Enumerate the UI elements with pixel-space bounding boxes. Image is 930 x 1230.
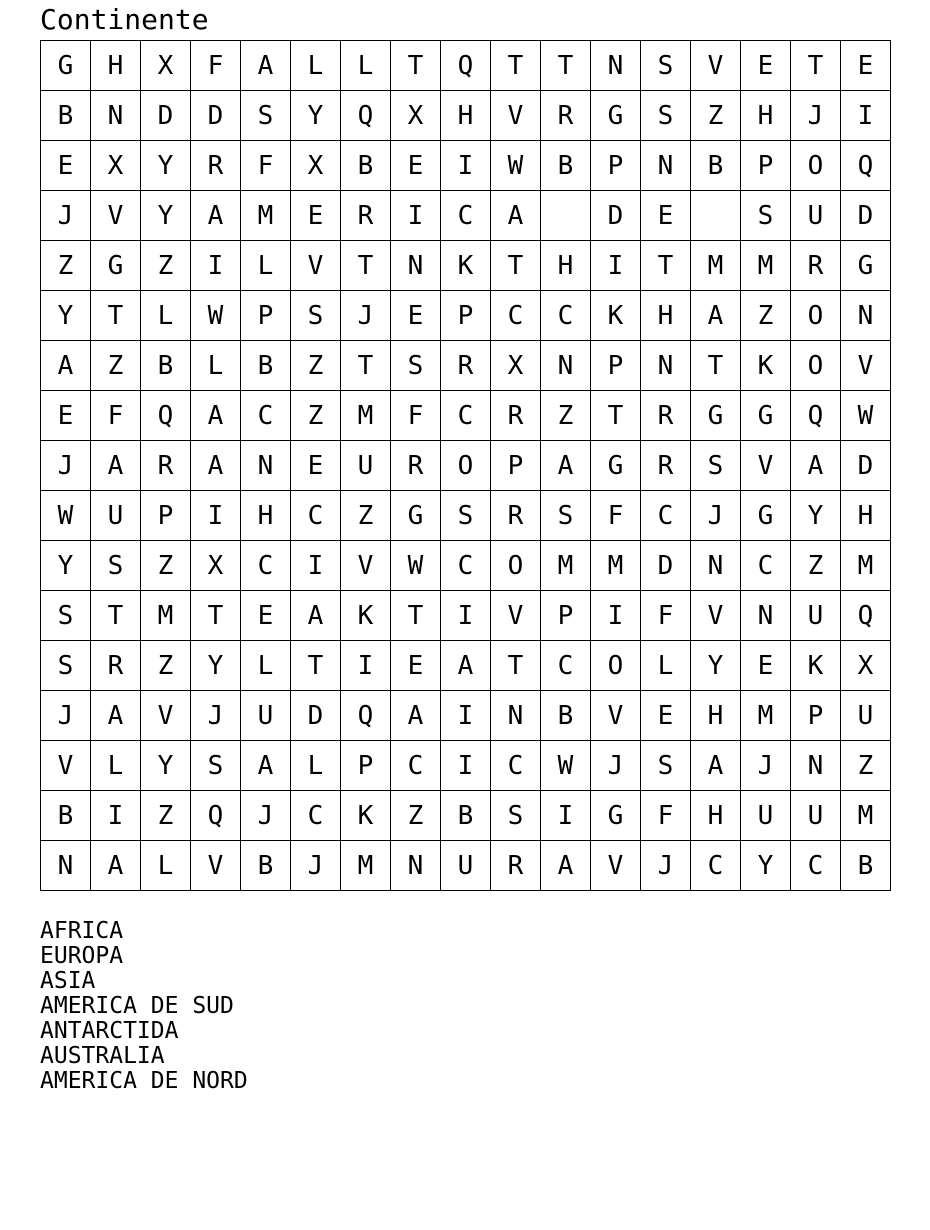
grid-cell[interactable]: N [741,591,791,641]
grid-cell[interactable]: W [41,491,91,541]
grid-cell[interactable]: M [841,791,891,841]
grid-cell[interactable]: S [491,791,541,841]
grid-cell[interactable]: P [741,141,791,191]
word-list-item: AUSTRALIA [40,1043,165,1069]
grid-cell[interactable]: U [841,691,891,741]
grid-cell[interactable]: V [491,91,541,141]
grid-cell[interactable]: V [191,841,241,891]
grid-cell[interactable]: P [341,741,391,791]
grid-cell[interactable]: N [791,741,841,791]
grid-cell[interactable]: O [791,141,841,191]
grid-cell[interactable]: V [341,541,391,591]
grid-cell[interactable]: H [241,491,291,541]
grid-cell[interactable]: A [241,741,291,791]
grid-cell[interactable]: R [791,241,841,291]
grid-cell[interactable]: D [641,541,691,591]
grid-cell[interactable]: Z [841,741,891,791]
grid-cell[interactable]: O [791,291,841,341]
grid-cell[interactable]: N [91,91,141,141]
grid-cell[interactable]: X [291,141,341,191]
grid-cell[interactable]: I [391,191,441,241]
grid-cell[interactable]: V [741,441,791,491]
grid-cell[interactable]: C [441,391,491,441]
grid-cell[interactable]: P [441,291,491,341]
grid-cell[interactable]: C [541,291,591,341]
grid-cell[interactable]: B [441,791,491,841]
grid-cell[interactable]: P [541,591,591,641]
grid-cell[interactable]: C [291,491,341,541]
grid-cell[interactable]: M [591,541,641,591]
grid-cell[interactable]: G [41,41,91,91]
grid-cell[interactable]: R [541,91,591,141]
grid-cell[interactable]: G [591,441,641,491]
grid-cell[interactable]: T [491,41,541,91]
grid-cell[interactable]: Q [791,391,841,441]
grid-cell[interactable]: I [441,141,491,191]
grid-cell[interactable]: B [541,141,591,191]
grid-cell[interactable]: L [291,41,341,91]
grid-cell[interactable]: K [741,341,791,391]
grid-cell[interactable]: J [341,291,391,341]
grid-cell[interactable]: L [341,41,391,91]
grid-cell[interactable]: I [441,741,491,791]
grid-cell[interactable]: B [691,141,741,191]
grid-cell[interactable]: D [141,91,191,141]
grid-cell[interactable]: A [91,841,141,891]
grid-cell[interactable]: M [741,241,791,291]
grid-cell[interactable]: B [341,141,391,191]
grid-cell[interactable]: W [841,391,891,441]
grid-cell[interactable]: T [341,341,391,391]
grid-cell[interactable]: Q [441,41,491,91]
grid-cell[interactable]: Z [41,241,91,291]
grid-cell[interactable]: D [841,191,891,241]
grid-cell[interactable]: W [191,291,241,341]
grid-cell[interactable]: C [491,291,541,341]
grid-cell[interactable]: A [791,441,841,491]
grid-cell[interactable]: E [241,591,291,641]
grid-cell[interactable]: E [41,391,91,441]
word-list-item: AFRICA [40,918,124,944]
grid-cell[interactable]: E [741,641,791,691]
grid-cell[interactable]: J [41,191,91,241]
grid-cell[interactable]: A [391,691,441,741]
grid-cell[interactable]: T [91,291,141,341]
grid-cell[interactable]: O [791,341,841,391]
grid-cell[interactable]: U [341,441,391,491]
grid-cell[interactable]: Q [191,791,241,841]
grid-cell[interactable]: J [291,841,341,891]
grid-cell[interactable]: P [241,291,291,341]
grid-cell[interactable]: K [441,241,491,291]
grid-cell[interactable]: A [91,441,141,491]
letter-grid [40,40,891,891]
grid-cell[interactable]: G [841,241,891,291]
grid-cell[interactable]: Y [141,141,191,191]
grid-cell[interactable]: R [491,841,541,891]
grid-cell[interactable]: W [541,741,591,791]
grid-cell[interactable]: U [441,841,491,891]
grid-cell[interactable]: M [141,591,191,641]
grid-cell[interactable]: C [291,791,341,841]
grid-cell[interactable]: B [41,791,91,841]
grid-cell[interactable]: S [291,291,341,341]
grid-cell[interactable]: T [491,241,541,291]
grid-cell[interactable]: D [191,91,241,141]
grid-cell[interactable]: V [41,741,91,791]
grid-cell[interactable]: Q [341,91,391,141]
grid-cell[interactable]: Z [141,791,191,841]
grid-cell[interactable]: R [441,341,491,391]
grid-cell[interactable]: L [291,741,341,791]
grid-cell[interactable]: P [591,341,641,391]
grid-cell[interactable]: V [491,591,541,641]
grid-cell[interactable]: L [141,291,191,341]
grid-cell[interactable]: R [391,441,441,491]
grid-cell[interactable]: T [541,41,591,91]
grid-cell[interactable]: T [641,241,691,291]
grid-cell[interactable]: H [841,491,891,541]
grid-cell[interactable]: I [441,591,491,641]
grid-cell[interactable] [691,191,741,241]
grid-cell[interactable]: I [591,591,641,641]
grid-cell[interactable]: Q [841,591,891,641]
grid-cell[interactable]: T [191,591,241,641]
grid-cell[interactable]: H [691,791,741,841]
grid-cell[interactable]: M [841,541,891,591]
grid-cell[interactable]: B [241,841,291,891]
grid-cell[interactable]: S [241,91,291,141]
grid-cell[interactable]: F [391,391,441,441]
grid-cell[interactable]: S [441,491,491,541]
grid-cell[interactable]: E [391,291,441,341]
grid-cell[interactable]: F [91,391,141,441]
grid-cell[interactable]: S [91,541,141,591]
word-list-item: ASIA [40,968,96,994]
grid-cell[interactable]: A [241,41,291,91]
grid-cell[interactable]: M [741,691,791,741]
grid-cell[interactable]: V [691,41,741,91]
grid-cell[interactable]: H [441,91,491,141]
grid-cell[interactable]: L [141,841,191,891]
word-list-item: ANTARCTIDA [40,1018,179,1044]
grid-cell[interactable]: L [91,741,141,791]
grid-cell[interactable]: H [91,41,141,91]
grid-cell[interactable]: I [591,241,641,291]
grid-cell[interactable]: R [91,641,141,691]
grid-cell[interactable]: Y [141,741,191,791]
grid-cell[interactable]: C [391,741,441,791]
word-list-item: EUROPA [40,943,124,969]
grid-cell[interactable]: E [391,141,441,191]
word-list-item: AMERICA DE NORD [40,1068,248,1094]
grid-cell[interactable]: X [191,541,241,591]
grid-cell[interactable]: J [241,791,291,841]
grid-cell[interactable]: U [791,791,841,841]
grid-cell[interactable]: Z [341,491,391,541]
grid-cell[interactable]: N [391,241,441,291]
grid-cell[interactable]: T [341,241,391,291]
grid-cell[interactable]: Y [741,841,791,891]
grid-cell[interactable]: E [391,641,441,691]
grid-cell[interactable]: E [741,41,791,91]
grid-cell[interactable]: K [591,291,641,341]
grid-cell[interactable]: E [291,191,341,241]
grid-cell[interactable]: Y [191,641,241,691]
grid-cell[interactable]: H [741,91,791,141]
grid-cell[interactable]: Z [141,241,191,291]
grid-cell[interactable]: F [241,141,291,191]
grid-cell[interactable]: P [141,491,191,541]
grid-cell[interactable]: T [391,591,441,641]
grid-cell[interactable]: T [591,391,641,441]
grid-cell[interactable]: R [341,191,391,241]
grid-cell[interactable]: C [741,541,791,591]
grid-cell[interactable]: L [641,641,691,691]
grid-cell[interactable]: G [741,491,791,541]
grid-cell[interactable]: V [591,841,641,891]
grid-cell[interactable]: N [391,841,441,891]
grid-cell[interactable]: Y [41,541,91,591]
grid-cell[interactable]: Z [691,91,741,141]
grid-cell[interactable]: C [491,741,541,791]
grid-cell[interactable]: X [91,141,141,191]
grid-cell[interactable]: E [641,191,691,241]
grid-cell[interactable]: S [641,741,691,791]
grid-cell[interactable]: G [741,391,791,441]
grid-cell[interactable]: M [691,241,741,291]
grid-cell[interactable]: C [541,641,591,691]
grid-cell[interactable]: A [41,341,91,391]
grid-cell[interactable]: U [791,191,841,241]
grid-cell[interactable]: X [491,341,541,391]
grid-cell[interactable]: Z [291,391,341,441]
grid-cell[interactable]: S [741,191,791,241]
grid-cell[interactable]: A [91,691,141,741]
grid-cell[interactable]: R [491,491,541,541]
grid-cell[interactable]: V [691,591,741,641]
grid-cell[interactable]: E [291,441,341,491]
grid-cell[interactable]: A [691,741,741,791]
grid-cell[interactable]: T [291,641,341,691]
grid-cell[interactable]: Y [41,291,91,341]
grid-cell[interactable]: N [241,441,291,491]
grid-cell[interactable]: Y [691,641,741,691]
grid-cell[interactable]: N [841,291,891,341]
grid-cell[interactable]: Z [291,341,341,391]
grid-cell[interactable]: U [91,491,141,541]
grid-cell[interactable]: V [841,341,891,391]
grid-cell[interactable]: B [41,91,91,141]
grid-cell[interactable]: T [491,641,541,691]
grid-cell[interactable]: P [591,141,641,191]
grid-cell[interactable]: P [791,691,841,741]
grid-cell[interactable]: S [541,491,591,541]
grid-cell[interactable]: N [691,541,741,591]
grid-cell[interactable]: E [641,691,691,741]
grid-cell[interactable]: O [591,641,641,691]
grid-cell[interactable]: X [841,641,891,691]
grid-cell[interactable]: O [491,541,541,591]
grid-cell[interactable]: H [641,291,691,341]
grid-cell[interactable]: A [191,441,241,491]
grid-cell[interactable]: F [591,491,641,541]
grid-cell[interactable]: I [91,791,141,841]
grid-cell[interactable]: F [191,41,241,91]
grid-cell[interactable]: I [541,791,591,841]
grid-cell[interactable]: D [841,441,891,491]
grid-cell[interactable]: D [291,691,341,741]
grid-cell[interactable]: J [741,741,791,791]
grid-cell[interactable]: C [441,541,491,591]
grid-cell[interactable]: S [41,591,91,641]
grid-cell[interactable]: Q [841,141,891,191]
grid-cell[interactable]: K [791,641,841,691]
grid-cell[interactable]: R [641,391,691,441]
grid-cell[interactable]: V [291,241,341,291]
grid-cell[interactable]: K [341,791,391,841]
grid-cell[interactable]: N [491,691,541,741]
grid-cell[interactable]: L [241,641,291,691]
grid-cell[interactable]: L [191,341,241,391]
grid-cell[interactable]: A [441,641,491,691]
grid-cell[interactable]: A [191,391,241,441]
grid-cell[interactable]: W [391,541,441,591]
grid-cell[interactable]: N [591,41,641,91]
grid-cell[interactable]: A [691,291,741,341]
grid-cell[interactable]: H [691,691,741,741]
grid-cell[interactable]: E [841,41,891,91]
grid-cell[interactable]: T [391,41,441,91]
grid-cell[interactable]: R [191,141,241,191]
grid-cell[interactable]: B [841,841,891,891]
grid-cell[interactable]: Z [391,791,441,841]
grid-cell[interactable]: B [541,691,591,741]
grid-cell[interactable]: V [591,691,641,741]
grid-cell[interactable]: C [241,541,291,591]
grid-cell[interactable]: S [641,41,691,91]
grid-cell[interactable]: D [591,191,641,241]
grid-cell[interactable]: Z [741,291,791,341]
grid-cell[interactable]: G [391,491,441,541]
grid-cell[interactable]: A [191,191,241,241]
grid-cell[interactable]: G [91,241,141,291]
grid-cell[interactable]: R [641,441,691,491]
grid-cell[interactable]: N [541,341,591,391]
grid-cell[interactable]: M [341,841,391,891]
grid-cell[interactable]: C [791,841,841,891]
grid-cell[interactable]: M [341,391,391,441]
grid-cell[interactable]: S [41,641,91,691]
word-list [40,919,248,1094]
grid-cell[interactable]: C [441,191,491,241]
grid-cell[interactable]: S [691,441,741,491]
grid-cell[interactable]: Q [141,391,191,441]
grid-cell[interactable]: Y [291,91,341,141]
grid-cell[interactable]: N [41,841,91,891]
grid-cell[interactable]: F [641,791,691,841]
grid-cell[interactable]: A [541,441,591,491]
grid-cell[interactable]: T [691,341,741,391]
grid-cell[interactable]: I [441,691,491,741]
grid-cell[interactable]: U [741,791,791,841]
grid-cell[interactable]: H [541,241,591,291]
grid-cell[interactable]: U [791,591,841,641]
grid-cell[interactable]: B [141,341,191,391]
grid-cell[interactable]: C [241,391,291,441]
grid-cell[interactable]: N [641,341,691,391]
grid-cell[interactable]: M [241,191,291,241]
grid-cell[interactable] [541,191,591,241]
grid-cell[interactable]: I [341,641,391,691]
grid-cell[interactable]: L [241,241,291,291]
grid-cell[interactable]: A [491,191,541,241]
grid-cell[interactable]: J [41,691,91,741]
grid-cell[interactable]: R [141,441,191,491]
grid-cell[interactable]: Z [141,541,191,591]
grid-cell[interactable]: R [491,391,541,441]
grid-cell[interactable]: E [41,141,91,191]
grid-cell[interactable]: G [591,791,641,841]
grid-cell[interactable]: S [641,91,691,141]
grid-cell[interactable]: V [141,691,191,741]
grid-cell[interactable]: J [691,491,741,541]
grid-cell[interactable]: P [491,441,541,491]
puzzle-title: Continente [40,3,209,36]
grid-cell[interactable]: J [791,91,841,141]
grid-cell[interactable]: Y [791,491,841,541]
grid-cell[interactable]: W [491,141,541,191]
grid-cell[interactable]: Z [91,341,141,391]
grid-cell[interactable]: K [341,591,391,641]
grid-cell[interactable]: Q [341,691,391,741]
grid-cell[interactable]: X [141,41,191,91]
grid-cell[interactable]: G [691,391,741,441]
grid-cell[interactable]: T [791,41,841,91]
grid-cell[interactable]: C [691,841,741,891]
grid-cell[interactable]: C [641,491,691,541]
grid-cell[interactable]: S [391,341,441,391]
grid-cell[interactable]: I [191,491,241,541]
grid-cell[interactable]: I [841,91,891,141]
grid-cell[interactable]: I [291,541,341,591]
word-list-item: AMERICA DE SUD [40,993,234,1019]
grid-cell[interactable]: G [591,91,641,141]
grid-cell[interactable]: Y [141,191,191,241]
grid-cell[interactable]: T [91,591,141,641]
grid-cell[interactable]: X [391,91,441,141]
grid-cell[interactable]: O [441,441,491,491]
grid-cell[interactable]: I [191,241,241,291]
grid-cell[interactable]: J [591,741,641,791]
grid-cell[interactable]: S [191,741,241,791]
grid-cell[interactable]: J [641,841,691,891]
grid-cell[interactable]: M [541,541,591,591]
grid-cell[interactable]: J [191,691,241,741]
grid-cell[interactable]: J [41,441,91,491]
grid-cell[interactable]: Z [141,641,191,691]
grid-cell[interactable]: Z [791,541,841,591]
grid-cell[interactable]: B [241,341,291,391]
grid-cell[interactable]: V [91,191,141,241]
grid-cell[interactable]: Z [541,391,591,441]
grid-cell[interactable]: N [641,141,691,191]
grid-cell[interactable]: A [291,591,341,641]
grid-cell[interactable]: U [241,691,291,741]
grid-cell[interactable]: A [541,841,591,891]
grid-cell[interactable]: F [641,591,691,641]
